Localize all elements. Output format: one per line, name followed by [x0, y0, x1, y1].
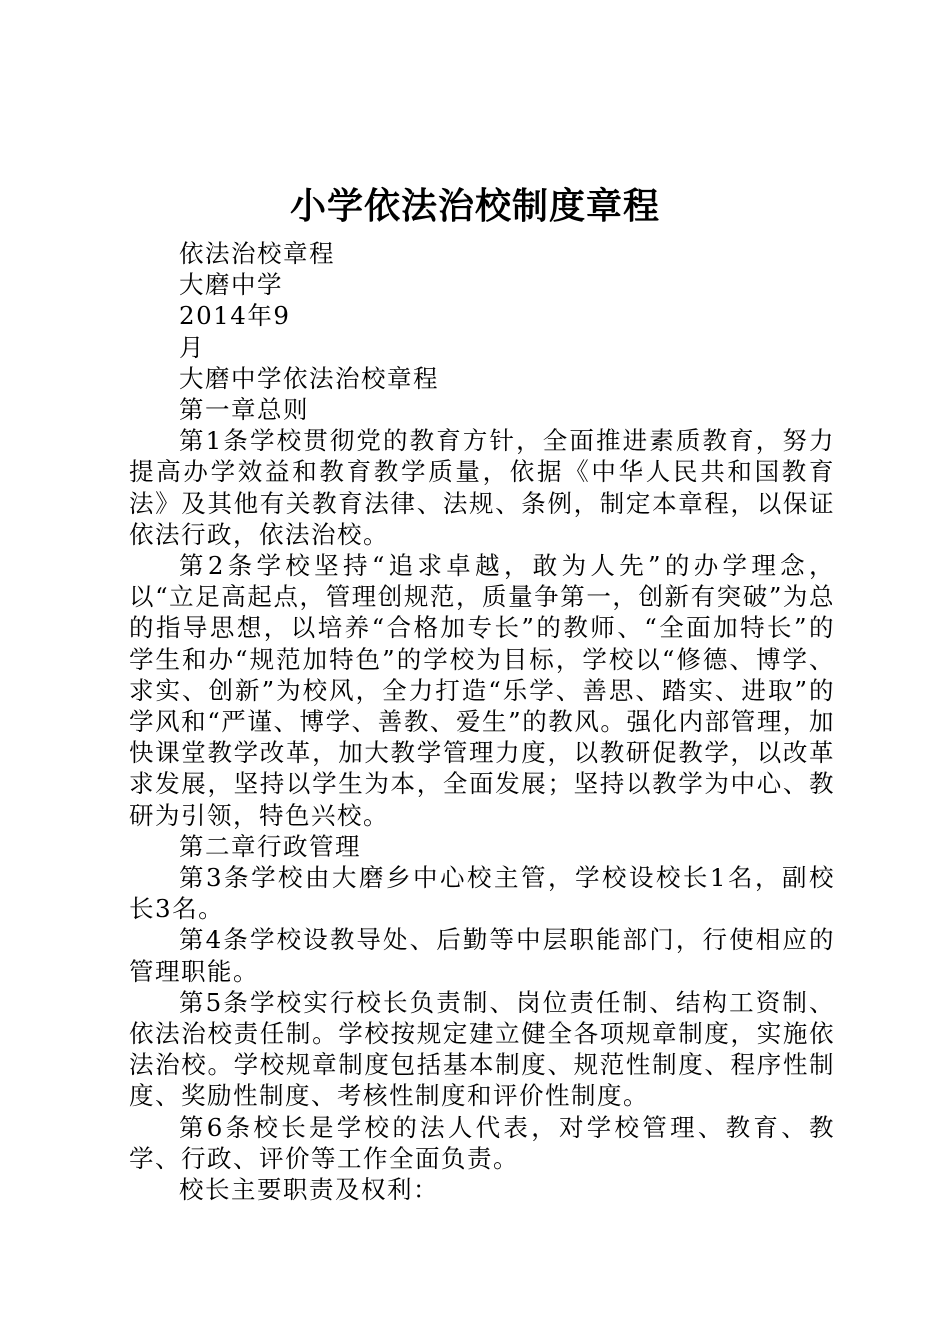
chapter-1-heading: 第一章总则 [179, 395, 309, 425]
article-5: 第5条学校实行校长负责制、岗位责任制、结构工资制、依法治校责任制。学校按规定建立健全各项规章制度，实施依法治校。学校规章制度包括基本制度、规范性制度、程序性制度、奖励性制度、考核性制度和评价性制度。 [129, 987, 835, 1111]
article-6: 第6条校长是学校的法人代表，对学校管理、教育、教学、行政、评价等工作全面负责。 [129, 1112, 835, 1173]
paragraph-date-month: 月 [179, 332, 205, 362]
article-3: 第3条学校由大磨乡中心校主管，学校设校长1名，副校长3名。 [129, 863, 835, 924]
paragraph-school-name: 大磨中学 [179, 270, 283, 300]
article-4: 第4条学校设教导处、后勤等中层职能部门，行使相应的管理职能。 [129, 925, 835, 986]
principal-duties-heading: 校长主要职责及权利： [179, 1175, 439, 1205]
chapter-2-heading: 第二章行政管理 [179, 831, 361, 861]
paragraph-charter-title: 大磨中学依法治校章程 [179, 363, 439, 393]
paragraph-date-year: 2014年9 [179, 301, 291, 331]
article-1: 第1条学校贯彻党的教育方针，全面推进素质教育，努力提高办学效益和教育教学质量，依据《中华人民共和国教育法》及其他有关教育法律、法规、条例，制定本章程，以保证依法行政，依法治校。 [129, 426, 835, 549]
document-title: 小学依法治校制度章程 [289, 186, 660, 227]
document-body [129, 238, 835, 1205]
article-2: 第2条学校坚持“追求卓越，敢为人先”的办学理念，以“立足高起点，管理创规范，质量争第一，创新有突破”为总的指导思想，以培养“合格加专长”的教师、“全面加特长”的学生和办“规范加特色”的学校为目标，学校以“修德、博学、求实、创新”为校风，全力打造“乐学、善思、踏实、进取”的学风和“严谨、博学、善教、爱生”的教风。强化内部管理，加快课堂教学改革，加大教学管理力度，以教研促教学，以改革求发展，坚持以学生为本，全面发展；坚持以教学为中心、教研为引领，特色兴校。 [129, 551, 835, 830]
paragraph-charter-heading: 依法治校章程 [179, 239, 335, 268]
